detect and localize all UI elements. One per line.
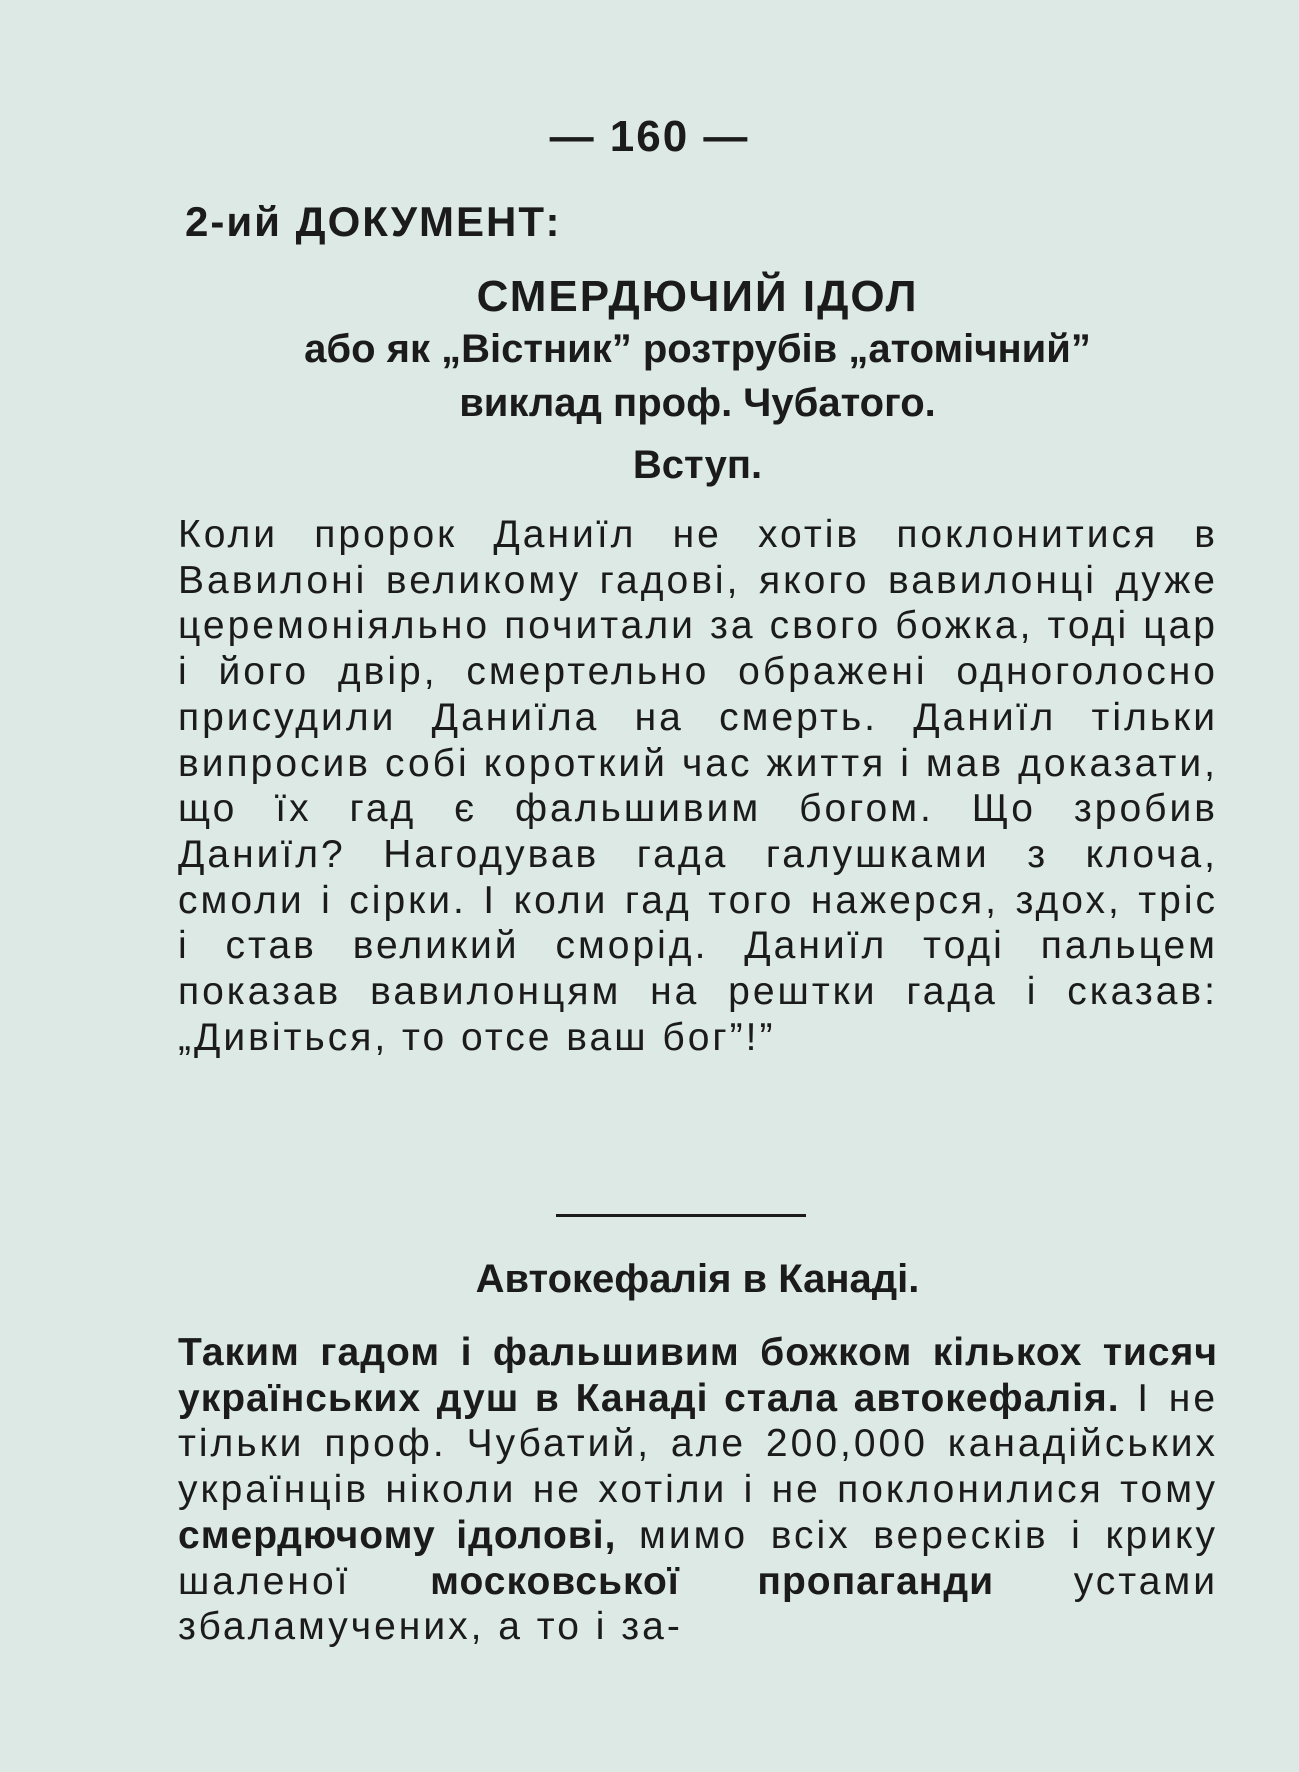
bold-phrase: Таким гадом і фальшивим божком кількох тисяч українських душ в Канаді стала автокефалія. <box>178 1331 1218 1420</box>
document-label: 2-ий ДОКУМЕНТ: <box>185 198 562 245</box>
intro-paragraph: Коли пророк Даниїл не хотів поклонитися в Вавилоні великому гадові, якого вавилонці дуже церемоніяльно почитали за свого божка, тоді цар і його двір, смертельно ображені одноголосно присудили Даниїла на смерть. Даниїл тільки випросив собі короткий час життя і мав доказати, що їх гад є фальшивим богом. Що зробив Даниїл? Нагодував гада галушками з клоча, смоли і сірки. І коли гад того нажерся, здох, тріс і став великий сморід. Даниїл тоді пальцем показав вавилонцям на рештки гада і сказав: „Дивіться, то отсе ваш бог”!” <box>178 513 1218 1059</box>
page-number: — 160 — <box>549 112 750 161</box>
section-heading: Автокефалія в Канаді. <box>475 1257 920 1301</box>
main-title: СМЕРДЮЧИЙ ІДОЛ <box>476 272 919 321</box>
subtitle-line-2: виклад проф. Чубатого. <box>459 381 936 425</box>
text-phrase: мимо всіх вересків і крику шаленої <box>178 1513 1218 1603</box>
subtitle-line-1: або як „Вістник” розтрубів „атомічний” <box>304 327 1091 371</box>
subtitle <box>170 322 1225 430</box>
bold-phrase: смердючому ідолові, <box>178 1513 617 1557</box>
intro-heading: Вступ. <box>632 443 763 487</box>
section-paragraph <box>178 1330 1218 1650</box>
text-phrase: І не тільки проф. Чубатий, але 200,000 канадійських українців ніколи не хотіли і не поклонилися тому <box>178 1376 1219 1512</box>
bold-phrase: московської пропаганди <box>430 1559 995 1603</box>
section-divider <box>556 1214 806 1217</box>
text-phrase: устами збаламучених, а то і за- <box>178 1559 1219 1649</box>
